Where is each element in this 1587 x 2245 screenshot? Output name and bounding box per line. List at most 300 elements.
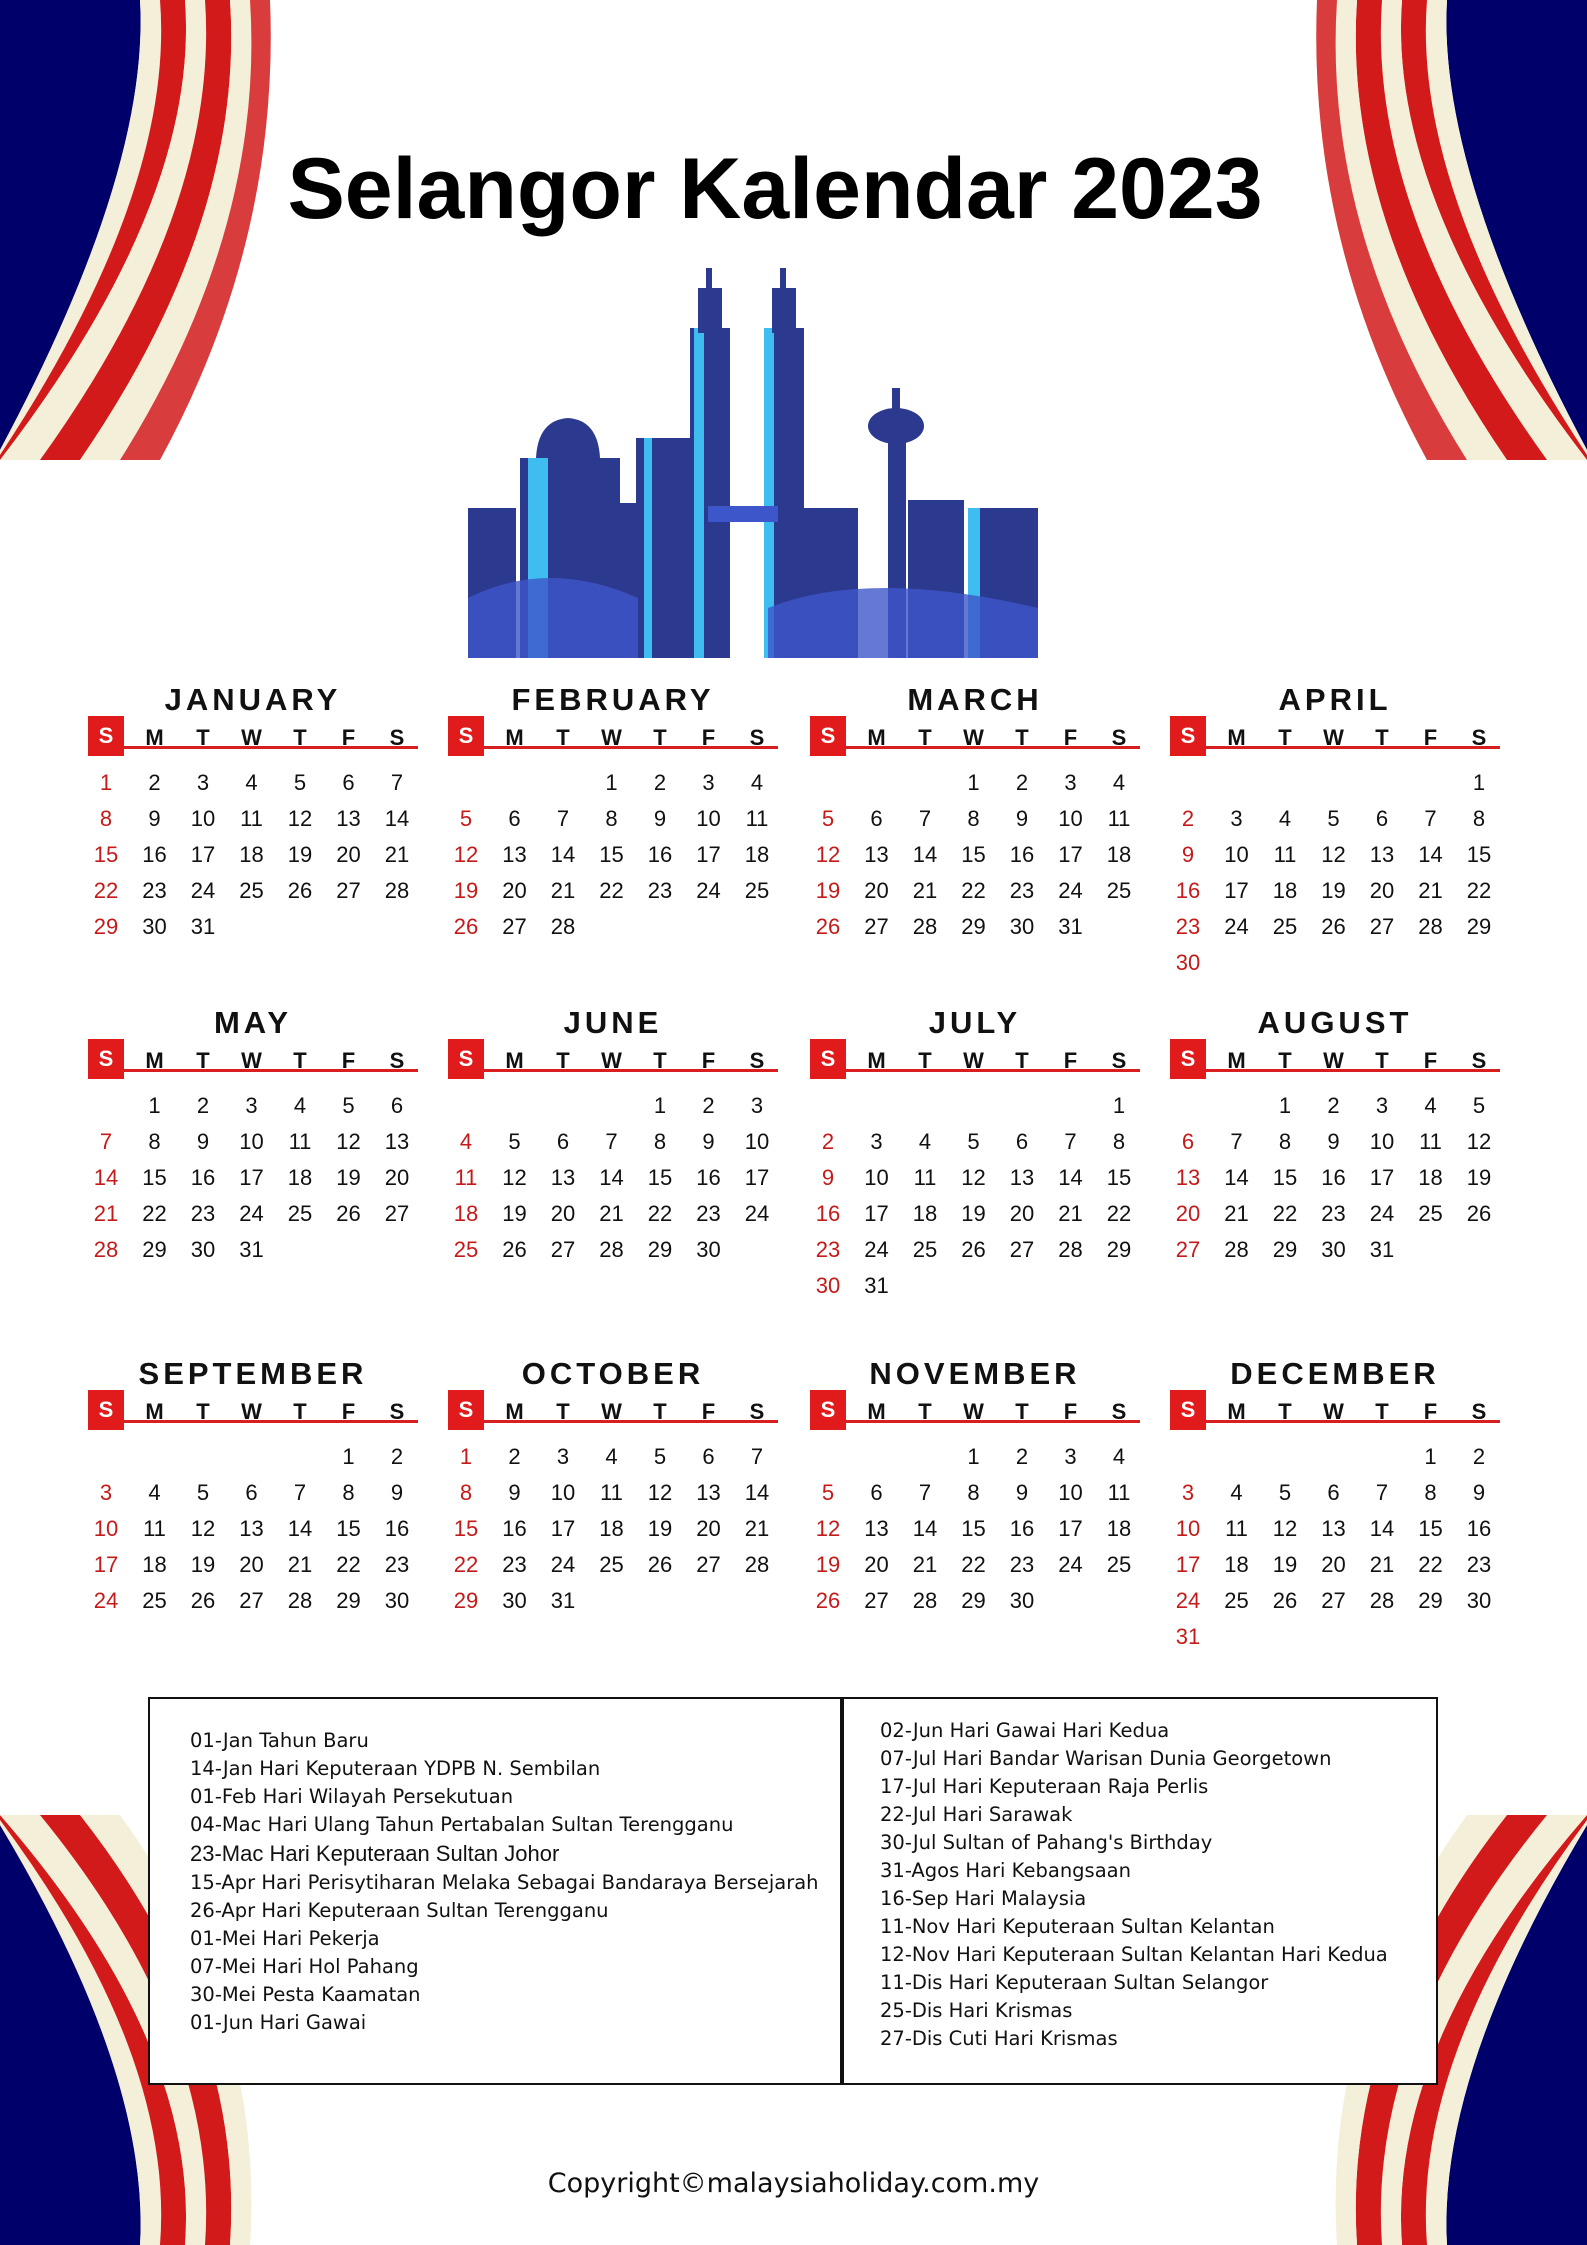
weekday-label: S: [88, 716, 124, 756]
weekday-label: M: [145, 725, 164, 750]
day-cell: 12: [287, 806, 313, 831]
day-cell: 7: [99, 1129, 113, 1154]
weekday-label: T: [918, 1048, 932, 1073]
day-cell: 1: [1424, 1444, 1437, 1469]
day-cell: 15: [93, 842, 119, 867]
day-cell: 19: [502, 1201, 527, 1226]
holiday-item: 01-Jun Hari Gawai: [190, 2011, 367, 2034]
holiday-item: 01-Jan Tahun Baru: [190, 1729, 369, 1752]
day-cell: 8: [1472, 806, 1486, 831]
day-cell: 2: [1015, 1444, 1029, 1469]
weekday-label: S: [448, 716, 484, 756]
weekday-label: F: [1423, 1048, 1438, 1073]
holiday-item: 31-Agos Hari Kebangsaan: [880, 1859, 1131, 1882]
day-cell: 6: [1327, 1480, 1340, 1505]
day-cell: 5: [196, 1480, 210, 1505]
day-grid: [1170, 1432, 1500, 1649]
weekday-label: M: [867, 725, 886, 750]
day-cell: 14: [1058, 1165, 1083, 1190]
weekday-label: T: [1015, 1399, 1029, 1424]
weekday-label: S: [88, 1039, 124, 1079]
day-cell: 29: [647, 1237, 673, 1262]
day-cell: 19: [815, 1552, 841, 1577]
day-cell: 12: [1272, 1516, 1298, 1541]
day-cell: 4: [1230, 1480, 1243, 1505]
day-cell: 18: [912, 1201, 938, 1226]
day-cell: 2: [1015, 770, 1029, 795]
day-cell: 21: [287, 1552, 313, 1577]
day-cell: 8: [459, 1480, 473, 1505]
day-cell: 16: [190, 1165, 216, 1190]
day-cell: 23: [696, 1201, 721, 1226]
day-cell: 14: [384, 806, 410, 831]
weekday-label: W: [963, 725, 984, 750]
day-cell: 14: [1369, 1516, 1395, 1541]
weekday-label: W: [601, 1399, 622, 1424]
day-cell: 18: [1224, 1552, 1249, 1577]
weekday-header: [448, 1394, 778, 1432]
day-cell: 29: [453, 1588, 479, 1613]
day-cell: 1: [1278, 1093, 1292, 1118]
day-cell: 13: [864, 842, 889, 867]
day-cell: 3: [1064, 770, 1077, 795]
day-cell: 15: [142, 1165, 167, 1190]
day-cell: 16: [384, 1516, 410, 1541]
weekday-label: T: [556, 1399, 570, 1424]
day-cell: 21: [1418, 878, 1443, 903]
month-july: [810, 1003, 1140, 1298]
day-cell: 21: [912, 878, 938, 903]
day-cell: 19: [287, 842, 313, 867]
day-cell: 5: [1278, 1480, 1292, 1505]
holiday-item: 01-Feb Hari Wilayah Persekutuan: [190, 1785, 514, 1808]
day-cell: 12: [502, 1165, 527, 1190]
day-cell: 29: [1106, 1237, 1132, 1262]
weekday-label: W: [601, 725, 622, 750]
day-cell: 5: [821, 806, 835, 831]
day-cell: 27: [1321, 1588, 1346, 1613]
day-cell: 12: [336, 1129, 361, 1154]
weekday-label: T: [196, 1048, 210, 1073]
day-cell: 25: [1224, 1588, 1249, 1613]
weekday-label: W: [963, 1399, 984, 1424]
day-cell: 14: [93, 1165, 119, 1190]
weekday-label: S: [389, 1399, 405, 1424]
day-cell: 24: [1175, 1588, 1201, 1613]
day-cell: 22: [1466, 878, 1492, 903]
day-cell: 19: [815, 878, 841, 903]
day-cell: 11: [240, 806, 263, 831]
day-cell: 2: [508, 1444, 521, 1469]
weekday-label: M: [867, 1048, 886, 1073]
day-cell: 25: [744, 878, 770, 903]
day-grid: [448, 1432, 778, 1632]
day-grid: [810, 758, 1140, 958]
day-cell: 20: [502, 878, 527, 903]
day-cell: 18: [744, 842, 770, 867]
day-cell: 24: [1058, 1552, 1083, 1577]
holiday-item: 25-Dis Hari Krismas: [880, 1999, 1073, 2022]
day-cell: 27: [1369, 914, 1395, 939]
day-cell: 3: [99, 1480, 113, 1505]
day-cell: 6: [508, 806, 521, 831]
day-cell: 21: [93, 1201, 119, 1226]
day-cell: 25: [287, 1201, 313, 1226]
weekday-label: T: [918, 1399, 932, 1424]
day-cell: 10: [696, 806, 721, 831]
day-cell: 31: [190, 914, 216, 939]
weekday-label: S: [1111, 1048, 1127, 1073]
holiday-item: 07-Mei Hari Hol Pahang: [190, 1955, 419, 1978]
day-cell: 19: [336, 1165, 361, 1190]
weekday-label: M: [145, 1399, 164, 1424]
day-cell: 3: [870, 1129, 883, 1154]
day-cell: 7: [390, 770, 404, 795]
day-cell: 28: [550, 914, 576, 939]
weekday-label: S: [448, 1039, 484, 1079]
weekday-label: W: [963, 1048, 984, 1073]
day-cell: 22: [93, 878, 119, 903]
month-may: [88, 1003, 418, 1281]
month-name: APRIL: [1278, 682, 1392, 717]
day-cell: 9: [702, 1129, 715, 1154]
day-cell: 24: [550, 1552, 576, 1577]
holiday-item: 26-Apr Hari Keputeraan Sultan Terengganu: [190, 1899, 609, 1922]
weekday-label: W: [1323, 1399, 1344, 1424]
day-cell: 15: [599, 842, 624, 867]
day-cell: 25: [1106, 878, 1132, 903]
day-cell: 30: [1466, 1588, 1492, 1613]
day-cell: 12: [815, 1516, 841, 1541]
weekday-label: M: [1227, 1399, 1246, 1424]
day-cell: 10: [1369, 1129, 1395, 1154]
weekday-label: S: [1471, 725, 1487, 750]
day-cell: 10: [1058, 806, 1083, 831]
day-cell: 8: [1424, 1480, 1437, 1505]
day-cell: 26: [1272, 1588, 1298, 1613]
weekday-header: [88, 1043, 418, 1081]
day-cell: 29: [1418, 1588, 1443, 1613]
day-cell: 15: [1418, 1516, 1443, 1541]
weekday-header: [1170, 1394, 1500, 1432]
day-cell: 17: [696, 842, 721, 867]
weekday-label: F: [1063, 725, 1078, 750]
day-cell: 20: [1175, 1201, 1201, 1226]
day-cell: 18: [599, 1516, 624, 1541]
day-cell: 14: [599, 1165, 624, 1190]
day-cell: 21: [384, 842, 410, 867]
month-february: [448, 680, 778, 958]
weekday-label: W: [241, 1399, 262, 1424]
day-cell: 4: [605, 1444, 618, 1469]
day-cell: 4: [1112, 1444, 1126, 1469]
day-cell: 21: [1224, 1201, 1249, 1226]
day-cell: 8: [653, 1129, 667, 1154]
day-cell: 5: [1327, 806, 1340, 831]
day-cell: 5: [508, 1129, 521, 1154]
day-cell: 26: [336, 1201, 361, 1226]
holiday-item: 12-Nov Hari Keputeraan Sultan Kelantan Hari Kedua: [880, 1943, 1388, 1966]
day-cell: 17: [864, 1201, 889, 1226]
weekday-label: M: [1227, 1048, 1246, 1073]
day-cell: 3: [1375, 1093, 1389, 1118]
weekday-label: W: [1323, 1048, 1344, 1073]
day-cell: 22: [961, 1552, 986, 1577]
day-cell: 12: [1321, 842, 1346, 867]
day-cell: 11: [143, 1516, 166, 1541]
day-cell: 1: [1112, 1093, 1126, 1118]
day-cell: 30: [1009, 1588, 1035, 1613]
day-cell: 5: [967, 1129, 980, 1154]
day-cell: 26: [502, 1237, 527, 1262]
day-cell: 18: [142, 1552, 167, 1577]
day-cell: 19: [647, 1516, 673, 1541]
day-cell: 11: [1419, 1129, 1442, 1154]
weekday-label: T: [1278, 1399, 1292, 1424]
day-cell: 4: [459, 1129, 473, 1154]
weekday-label: W: [241, 1048, 262, 1073]
day-cell: 18: [287, 1165, 313, 1190]
day-cell: 8: [967, 806, 980, 831]
weekday-label: S: [88, 1390, 124, 1430]
day-cell: 28: [912, 1588, 938, 1613]
day-cell: 5: [1472, 1093, 1486, 1118]
weekday-label: T: [293, 725, 307, 750]
day-cell: 16: [647, 842, 673, 867]
day-cell: 24: [190, 878, 216, 903]
holiday-item: 11-Dis Hari Keputeraan Sultan Selangor: [880, 1971, 1269, 1994]
day-cell: 2: [196, 1093, 210, 1118]
day-cell: 13: [239, 1516, 264, 1541]
day-cell: 30: [1321, 1237, 1346, 1262]
day-cell: 13: [696, 1480, 721, 1505]
day-cell: 26: [647, 1552, 673, 1577]
day-cell: 9: [1327, 1129, 1340, 1154]
day-cell: 15: [1466, 842, 1492, 867]
day-cell: 26: [961, 1237, 986, 1262]
weekday-header: [1170, 1043, 1500, 1081]
day-cell: 1: [459, 1444, 473, 1469]
day-cell: 22: [647, 1201, 673, 1226]
day-cell: 16: [1466, 1516, 1492, 1541]
day-cell: 9: [1015, 806, 1029, 831]
day-cell: 3: [750, 1093, 764, 1118]
weekday-label: T: [653, 725, 667, 750]
day-cell: 30: [696, 1237, 721, 1262]
day-cell: 1: [653, 1093, 667, 1118]
day-cell: 22: [142, 1201, 167, 1226]
holiday-item: 30-Mei Pesta Kaamatan: [190, 1983, 421, 2006]
month-name: FEBRUARY: [511, 682, 715, 717]
day-grid: [810, 1081, 1140, 1298]
day-cell: 3: [1181, 1480, 1195, 1505]
holiday-item: 22-Jul Hari Sarawak: [880, 1803, 1073, 1826]
month-name: DECEMBER: [1230, 1356, 1440, 1391]
day-cell: 1: [605, 770, 618, 795]
day-cell: 28: [1058, 1237, 1083, 1262]
day-cell: 4: [1278, 806, 1292, 831]
month-name: JUNE: [563, 1005, 663, 1040]
month-name: OCTOBER: [521, 1356, 705, 1391]
day-cell: 10: [744, 1129, 770, 1154]
day-grid: [88, 1432, 418, 1632]
day-cell: 1: [99, 770, 113, 795]
weekday-label: T: [196, 725, 210, 750]
day-cell: 24: [1224, 914, 1249, 939]
day-cell: 25: [239, 878, 264, 903]
month-september: [88, 1354, 418, 1632]
month-november: [810, 1354, 1140, 1632]
holiday-item: 17-Jul Hari Keputeraan Raja Perlis: [880, 1775, 1209, 1798]
day-cell: 15: [336, 1516, 361, 1541]
day-cell: 31: [1175, 1624, 1201, 1649]
day-cell: 19: [1466, 1165, 1492, 1190]
day-cell: 20: [1009, 1201, 1035, 1226]
day-cell: 12: [647, 1480, 673, 1505]
day-cell: 25: [453, 1237, 479, 1262]
day-cell: 10: [190, 806, 216, 831]
weekday-label: S: [1170, 1390, 1206, 1430]
day-cell: 4: [918, 1129, 932, 1154]
day-cell: 4: [1424, 1093, 1437, 1118]
weekday-label: S: [1111, 1399, 1127, 1424]
weekday-label: S: [810, 716, 846, 756]
day-cell: 13: [1369, 842, 1395, 867]
day-cell: 19: [190, 1552, 216, 1577]
day-cell: 20: [239, 1552, 264, 1577]
day-cell: 19: [1272, 1552, 1298, 1577]
day-cell: 3: [702, 770, 715, 795]
day-cell: 29: [93, 914, 119, 939]
day-cell: 15: [961, 842, 986, 867]
day-cell: 15: [647, 1165, 673, 1190]
day-cell: 17: [1058, 842, 1083, 867]
day-cell: 13: [384, 1129, 410, 1154]
day-cell: 24: [239, 1201, 264, 1226]
day-cell: 11: [1273, 842, 1297, 867]
day-cell: 1: [342, 1444, 355, 1469]
weekday-label: S: [1111, 725, 1127, 750]
day-cell: 6: [702, 1444, 715, 1469]
day-cell: 18: [1106, 1516, 1132, 1541]
month-june: [448, 1003, 778, 1281]
weekday-label: W: [1323, 725, 1344, 750]
day-cell: 20: [336, 842, 361, 867]
day-cell: 4: [245, 770, 258, 795]
day-cell: 13: [864, 1516, 889, 1541]
day-cell: 31: [239, 1237, 264, 1262]
weekday-label: S: [389, 725, 405, 750]
copyright-text: Copyright©malaysiaholiday.com.my: [547, 2168, 1040, 2199]
month-name: JANUARY: [164, 682, 342, 717]
weekday-label: S: [749, 725, 765, 750]
day-cell: 25: [142, 1588, 167, 1613]
day-cell: 4: [293, 1093, 307, 1118]
day-cell: 18: [1106, 842, 1132, 867]
day-cell: 14: [744, 1480, 770, 1505]
day-cell: 20: [1321, 1552, 1346, 1577]
day-cell: 11: [454, 1165, 478, 1190]
day-cell: 23: [142, 878, 167, 903]
holiday-item: 07-Jul Hari Bandar Warisan Dunia Georgetown: [880, 1747, 1332, 1770]
day-cell: 28: [1418, 914, 1443, 939]
day-cell: 7: [1064, 1129, 1077, 1154]
day-cell: 28: [744, 1552, 770, 1577]
day-cell: 9: [1472, 1480, 1486, 1505]
day-cell: 23: [384, 1552, 410, 1577]
weekday-label: S: [1170, 716, 1206, 756]
day-cell: 29: [961, 1588, 986, 1613]
day-cell: 21: [550, 878, 576, 903]
day-cell: 15: [1272, 1165, 1298, 1190]
day-cell: 30: [1009, 914, 1035, 939]
day-cell: 27: [864, 914, 889, 939]
weekday-label: S: [749, 1048, 765, 1073]
month-january: [88, 680, 418, 958]
day-cell: 24: [1369, 1201, 1395, 1226]
holiday-divider: [840, 1699, 844, 2083]
day-cell: 6: [245, 1480, 258, 1505]
day-cell: 31: [1058, 914, 1083, 939]
holiday-item: 16-Sep Hari Malaysia: [880, 1887, 1087, 1910]
day-cell: 3: [1064, 1444, 1077, 1469]
day-cell: 28: [93, 1237, 119, 1262]
day-cell: 9: [508, 1480, 521, 1505]
weekday-label: S: [810, 1390, 846, 1430]
day-cell: 16: [815, 1201, 841, 1226]
day-cell: 11: [600, 1480, 623, 1505]
day-cell: 26: [1466, 1201, 1492, 1226]
day-cell: 14: [912, 1516, 938, 1541]
day-cell: 27: [1175, 1237, 1201, 1262]
day-cell: 25: [912, 1237, 938, 1262]
day-cell: 13: [1321, 1516, 1346, 1541]
weekday-label: T: [1278, 725, 1292, 750]
day-cell: 20: [864, 1552, 889, 1577]
weekday-label: S: [749, 1399, 765, 1424]
holiday-item: 11-Nov Hari Keputeraan Sultan Kelantan: [880, 1915, 1275, 1938]
weekday-label: T: [293, 1048, 307, 1073]
day-cell: 23: [1009, 1552, 1035, 1577]
weekday-label: S: [1170, 1039, 1206, 1079]
holiday-item: 01-Mei Hari Pekerja: [190, 1927, 380, 1950]
day-cell: 27: [384, 1201, 410, 1226]
day-cell: 5: [821, 1480, 835, 1505]
day-cell: 8: [1112, 1129, 1126, 1154]
day-cell: 6: [870, 1480, 883, 1505]
day-cell: 11: [1225, 1516, 1248, 1541]
weekday-label: M: [505, 725, 524, 750]
day-cell: 18: [239, 842, 264, 867]
day-cell: 3: [245, 1093, 258, 1118]
weekday-label: T: [1375, 1048, 1389, 1073]
weekday-label: T: [1375, 725, 1389, 750]
day-cell: 1: [967, 1444, 980, 1469]
day-cell: 18: [1418, 1165, 1443, 1190]
holiday-list-right: [880, 1717, 1388, 2053]
day-cell: 17: [1175, 1552, 1201, 1577]
day-cell: 15: [961, 1516, 986, 1541]
day-cell: 30: [815, 1273, 841, 1298]
day-cell: 12: [815, 842, 841, 867]
day-cell: 6: [1181, 1129, 1195, 1154]
day-cell: 31: [864, 1273, 889, 1298]
kl-skyline-illustration: [468, 268, 1108, 658]
day-cell: 23: [1466, 1552, 1492, 1577]
day-cell: 27: [1009, 1237, 1035, 1262]
day-cell: 11: [745, 806, 769, 831]
holiday-item: 02-Jun Hari Gawai Hari Kedua: [880, 1719, 1170, 1742]
